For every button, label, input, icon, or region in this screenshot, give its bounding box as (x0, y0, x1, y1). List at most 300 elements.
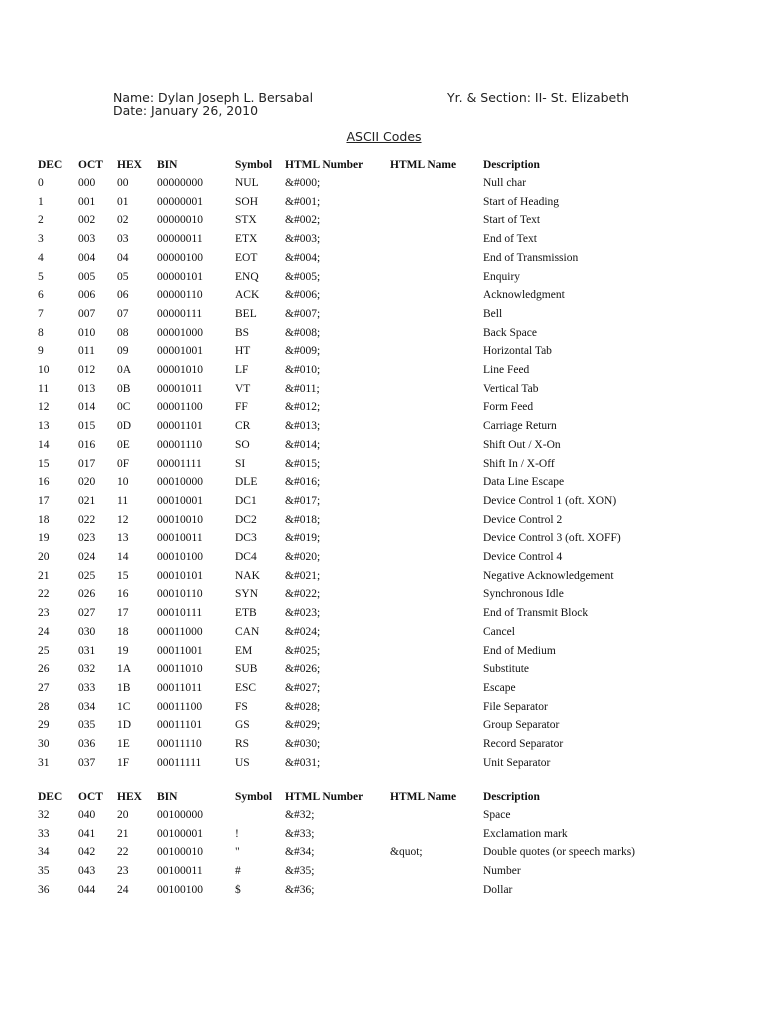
column-header-hex: HEX (117, 159, 142, 171)
cell-dec: 8 (38, 326, 44, 339)
cell-hex: 03 (117, 233, 129, 246)
cell-bin: 00011110 (157, 738, 202, 750)
cell-symbol: BS (235, 326, 250, 339)
cell-description: Number (483, 865, 521, 878)
column-header-dec: DEC (38, 791, 63, 803)
cell-dec: 15 (38, 457, 50, 470)
cell-symbol: CR (235, 420, 251, 433)
cell-html-number: &#023; (285, 607, 321, 620)
cell-hex: 1A (117, 663, 132, 676)
cell-bin: 00100010 (157, 846, 203, 859)
cell-oct: 004 (78, 251, 96, 264)
cell-description: Device Control 3 (oft. XOFF) (483, 532, 621, 545)
cell-html-number: &#021; (285, 569, 321, 582)
cell-description: Device Control 1 (oft. XON) (483, 494, 617, 507)
table-row (0, 495, 768, 513)
cell-bin: 00000001 (157, 195, 203, 208)
cell-oct: 041 (78, 827, 96, 840)
cell-dec: 35 (38, 865, 50, 878)
cell-description: Data Line Escape (483, 476, 565, 489)
cell-dec: 36 (38, 883, 50, 896)
cell-description: Enquiry (483, 270, 521, 283)
cell-description: Exclamation mark (483, 827, 568, 840)
cell-dec: 32 (38, 809, 50, 821)
cell-oct: 031 (78, 644, 96, 657)
cell-html-number: &#026; (285, 663, 321, 676)
cell-oct: 011 (78, 345, 95, 358)
cell-bin: 00001011 (157, 382, 203, 395)
cell-symbol: VT (235, 382, 251, 395)
cell-bin: 00100011 (157, 865, 203, 878)
cell-html-number: &#000; (285, 177, 321, 189)
cell-bin: 00000111 (157, 307, 203, 320)
cell-html-number: &#024; (285, 625, 321, 638)
table-row (0, 551, 768, 569)
cell-bin: 00010110 (157, 588, 203, 601)
cell-oct: 017 (78, 457, 96, 470)
cell-html-number: &#33; (285, 827, 315, 840)
table-row (0, 626, 768, 644)
cell-symbol: HT (235, 345, 251, 358)
cell-dec: 14 (38, 438, 50, 451)
cell-hex: 19 (117, 644, 129, 657)
cell-bin: 00011001 (157, 644, 203, 657)
cell-oct: 010 (78, 326, 96, 339)
cell-hex: 0B (117, 382, 131, 395)
cell-symbol: SO (235, 438, 250, 451)
cell-description: Group Separator (483, 719, 560, 732)
table-row (0, 383, 768, 401)
column-header-html-number: HTML Number (285, 159, 364, 171)
cell-hex: 16 (117, 588, 129, 601)
cell-bin: 00011000 (157, 625, 203, 638)
cell-html-number: &#031; (285, 756, 321, 769)
cell-description: Shift Out / X-On (483, 438, 561, 451)
cell-dec: 13 (38, 420, 50, 433)
cell-description: Escape (483, 681, 516, 694)
cell-bin: 00000010 (157, 214, 203, 227)
cell-description: Device Control 4 (483, 551, 563, 563)
cell-dec: 3 (38, 233, 44, 246)
table-row (0, 809, 768, 827)
cell-symbol: RS (235, 738, 250, 750)
cell-description: Negative Acknowledgement (483, 569, 614, 582)
cell-dec: 34 (38, 846, 50, 859)
table-row (0, 327, 768, 345)
cell-symbol: NUL (235, 177, 259, 189)
cell-symbol: DC2 (235, 513, 257, 526)
cell-dec: 23 (38, 607, 50, 620)
column-header-dec: DEC (38, 159, 63, 171)
cell-hex: 1E (117, 738, 130, 750)
cell-symbol: ACK (235, 289, 260, 302)
column-header-html-name: HTML Name (390, 159, 457, 171)
cell-html-number: &#007; (285, 307, 321, 320)
cell-description: Null char (483, 177, 527, 189)
cell-html-number: &#022; (285, 588, 321, 601)
cell-bin: 00011011 (157, 681, 203, 694)
cell-oct: 023 (78, 532, 96, 545)
cell-html-number: &#006; (285, 289, 321, 302)
cell-oct: 013 (78, 382, 96, 395)
cell-symbol: $ (235, 883, 241, 896)
cell-hex: 08 (117, 326, 129, 339)
cell-html-number: &#020; (285, 551, 321, 563)
cell-hex: 24 (117, 883, 129, 896)
cell-bin: 00010011 (157, 532, 203, 545)
table-row (0, 177, 768, 195)
cell-html-name: &quot; (390, 846, 423, 859)
cell-hex: 21 (117, 827, 129, 840)
cell-dec: 28 (38, 700, 50, 713)
cell-oct: 036 (78, 738, 96, 750)
cell-symbol: DC4 (235, 551, 257, 563)
cell-symbol: ! (235, 827, 239, 840)
cell-symbol: SOH (235, 195, 259, 208)
cell-oct: 021 (78, 494, 96, 507)
cell-hex: 02 (117, 214, 129, 227)
cell-description: Unit Separator (483, 756, 551, 769)
cell-oct: 034 (78, 700, 96, 713)
cell-hex: 1D (117, 719, 132, 732)
cell-hex: 07 (117, 307, 129, 320)
cell-html-number: &#010; (285, 364, 321, 376)
table-row (0, 645, 768, 663)
cell-symbol: STX (235, 214, 257, 227)
cell-bin: 00011100 (157, 700, 203, 713)
cell-bin: 00011010 (157, 663, 203, 676)
cell-description: Cancel (483, 625, 515, 638)
cell-hex: 22 (117, 846, 129, 859)
cell-hex: 17 (117, 607, 129, 620)
cell-description: Synchronous Idle (483, 588, 564, 601)
cell-oct: 035 (78, 719, 96, 732)
cell-description: Form Feed (483, 401, 534, 414)
cell-description: Dollar (483, 883, 513, 896)
cell-html-number: &#018; (285, 513, 321, 526)
cell-hex: 05 (117, 270, 129, 283)
table-row (0, 458, 768, 476)
table-row (0, 570, 768, 588)
cell-symbol: LF (235, 364, 249, 376)
cell-bin: 00010010 (157, 513, 203, 526)
column-header-bin: BIN (157, 159, 178, 171)
cell-hex: 01 (117, 195, 129, 208)
cell-oct: 026 (78, 588, 96, 601)
cell-oct: 032 (78, 663, 96, 676)
cell-dec: 5 (38, 270, 44, 283)
cell-dec: 10 (38, 364, 50, 376)
cell-html-number: &#36; (285, 883, 315, 896)
cell-oct: 005 (78, 270, 96, 283)
cell-symbol: ENQ (235, 270, 259, 283)
column-header-description: Description (483, 791, 540, 803)
cell-bin: 00010100 (157, 551, 203, 563)
cell-description: Start of Text (483, 214, 541, 227)
cell-description: File Separator (483, 700, 548, 713)
table-row (0, 719, 768, 737)
cell-hex: 13 (117, 532, 129, 545)
table-row (0, 682, 768, 700)
cell-html-number: &#014; (285, 438, 321, 451)
column-header-symbol: Symbol (235, 159, 273, 171)
cell-dec: 19 (38, 532, 50, 545)
table-row (0, 738, 768, 756)
cell-bin: 00010001 (157, 494, 203, 507)
table-row (0, 865, 768, 883)
cell-html-number: &#025; (285, 644, 321, 657)
cell-bin: 00000011 (157, 233, 203, 246)
cell-oct: 037 (78, 756, 96, 769)
cell-dec: 7 (38, 307, 44, 320)
cell-oct: 033 (78, 681, 96, 694)
year-section: Yr. & Section: II- St. Elizabeth (447, 90, 630, 105)
cell-hex: 20 (117, 809, 129, 821)
table-row (0, 757, 768, 775)
table-row (0, 701, 768, 719)
table-row (0, 588, 768, 606)
cell-hex: 18 (117, 625, 129, 638)
table-row (0, 884, 768, 902)
cell-symbol: GS (235, 719, 250, 732)
cell-description: Back Space (483, 326, 537, 339)
cell-symbol: # (235, 865, 241, 878)
document-date: Date: January 26, 2010 (113, 103, 259, 118)
cell-oct: 042 (78, 846, 96, 859)
cell-symbol: EOT (235, 251, 258, 264)
cell-oct: 027 (78, 607, 96, 620)
cell-bin: 00011101 (157, 719, 203, 732)
cell-description: Device Control 2 (483, 513, 563, 526)
cell-hex: 0A (117, 364, 132, 376)
cell-dec: 0 (38, 177, 44, 189)
cell-html-number: &#012; (285, 401, 321, 414)
cell-description: Record Separator (483, 738, 564, 750)
cell-bin: 00001000 (157, 326, 203, 339)
cell-symbol: DC1 (235, 494, 257, 507)
table-row (0, 828, 768, 846)
cell-hex: 1C (117, 700, 131, 713)
cell-description: Horizontal Tab (483, 345, 552, 358)
cell-bin: 00011111 (157, 756, 202, 769)
cell-bin: 00010111 (157, 607, 203, 620)
cell-description: Carriage Return (483, 420, 557, 433)
cell-description: End of Transmit Block (483, 607, 589, 620)
cell-html-number: &#009; (285, 345, 321, 358)
cell-hex: 0E (117, 438, 130, 451)
cell-bin: 00100000 (157, 809, 203, 821)
cell-oct: 016 (78, 438, 96, 451)
table-row (0, 514, 768, 532)
cell-html-number: &#004; (285, 251, 321, 264)
cell-html-number: &#030; (285, 738, 321, 750)
cell-oct: 001 (78, 195, 96, 208)
cell-hex: 00 (117, 177, 129, 189)
cell-hex: 1B (117, 681, 131, 694)
cell-html-number: &#028; (285, 700, 321, 713)
column-header-symbol: Symbol (235, 791, 273, 803)
cell-dec: 26 (38, 663, 50, 676)
cell-hex: 1F (117, 756, 130, 769)
cell-symbol: " (235, 846, 240, 859)
cell-symbol: SUB (235, 663, 258, 676)
table-row (0, 233, 768, 251)
cell-oct: 007 (78, 307, 96, 320)
cell-bin: 00100001 (157, 827, 203, 840)
student-name: Name: Dylan Joseph L. Bersabal (113, 90, 314, 105)
column-header-bin: BIN (157, 791, 178, 803)
table-row (0, 663, 768, 681)
cell-dec: 6 (38, 289, 44, 302)
cell-oct: 015 (78, 420, 96, 433)
cell-html-number: &#008; (285, 326, 321, 339)
cell-oct: 030 (78, 625, 96, 638)
cell-html-number: &#019; (285, 532, 321, 545)
cell-symbol: NAK (235, 569, 260, 582)
cell-html-number: &#029; (285, 719, 321, 732)
cell-dec: 17 (38, 494, 50, 507)
cell-html-number: &#017; (285, 494, 321, 507)
cell-symbol: US (235, 756, 250, 769)
cell-bin: 00000000 (157, 177, 203, 189)
cell-hex: 23 (117, 865, 129, 878)
cell-description: Vertical Tab (483, 382, 539, 395)
column-header-html-number: HTML Number (285, 791, 364, 803)
cell-symbol: FF (235, 401, 248, 414)
cell-oct: 020 (78, 476, 96, 489)
cell-bin: 00000100 (157, 251, 203, 264)
table-row (0, 476, 768, 494)
table-row (0, 532, 768, 550)
cell-html-number: &#002; (285, 214, 321, 227)
table-row (0, 289, 768, 307)
cell-hex: 0C (117, 401, 131, 414)
cell-description: Space (483, 809, 511, 821)
cell-description: Acknowledgment (483, 289, 565, 302)
cell-oct: 044 (78, 883, 96, 896)
cell-dec: 24 (38, 625, 50, 638)
table-row (0, 364, 768, 382)
cell-dec: 12 (38, 401, 50, 414)
column-header-hex: HEX (117, 791, 142, 803)
cell-dec: 1 (38, 195, 44, 208)
cell-dec: 11 (38, 382, 50, 395)
cell-dec: 4 (38, 251, 44, 264)
page-title (0, 129, 768, 144)
cell-dec: 31 (38, 756, 50, 769)
cell-hex: 0D (117, 420, 132, 433)
column-header-oct: OCT (78, 791, 103, 803)
cell-bin: 00001101 (157, 420, 203, 433)
cell-oct: 003 (78, 233, 96, 246)
cell-bin: 00010101 (157, 569, 203, 582)
page-title-text: ASCII Codes (346, 129, 422, 144)
cell-description: Bell (483, 307, 503, 320)
table-row (0, 607, 768, 625)
cell-symbol: ETX (235, 233, 258, 246)
table-row (0, 846, 768, 864)
cell-dec: 27 (38, 681, 50, 694)
cell-hex: 11 (117, 494, 129, 507)
cell-dec: 25 (38, 644, 50, 657)
cell-bin: 00001001 (157, 345, 203, 358)
cell-oct: 022 (78, 513, 96, 526)
cell-html-number: &#003; (285, 233, 321, 246)
cell-bin: 00001110 (157, 438, 203, 451)
cell-hex: 09 (117, 345, 129, 358)
cell-bin: 00001111 (157, 457, 202, 470)
table-row (0, 345, 768, 363)
cell-symbol: SI (235, 457, 246, 470)
cell-oct: 006 (78, 289, 96, 302)
column-header-description: Description (483, 159, 540, 171)
table-row (0, 196, 768, 214)
cell-oct: 040 (78, 809, 96, 821)
cell-html-number: &#001; (285, 195, 321, 208)
cell-oct: 002 (78, 214, 96, 227)
cell-oct: 025 (78, 569, 96, 582)
cell-oct: 024 (78, 551, 96, 563)
cell-symbol: DC3 (235, 532, 257, 545)
cell-html-number: &#015; (285, 457, 321, 470)
cell-html-number: &#35; (285, 865, 315, 878)
table-row (0, 308, 768, 326)
cell-hex: 04 (117, 251, 129, 264)
cell-symbol: BEL (235, 307, 257, 320)
cell-hex: 12 (117, 513, 129, 526)
cell-oct: 014 (78, 401, 96, 414)
cell-dec: 20 (38, 551, 50, 563)
cell-html-number: &#32; (285, 809, 315, 821)
cell-hex: 15 (117, 569, 129, 582)
cell-symbol: FS (235, 700, 248, 713)
cell-html-number: &#34; (285, 846, 315, 859)
table-row (0, 401, 768, 419)
cell-description: Shift In / X-Off (483, 457, 555, 470)
cell-html-number: &#013; (285, 420, 321, 433)
cell-html-number: &#005; (285, 270, 321, 283)
cell-oct: 043 (78, 865, 96, 878)
table-row (0, 271, 768, 289)
table-header-row (0, 791, 768, 809)
cell-html-number: &#016; (285, 476, 321, 489)
cell-symbol: SYN (235, 588, 259, 601)
cell-symbol: ESC (235, 681, 257, 694)
cell-dec: 2 (38, 214, 44, 227)
cell-oct: 000 (78, 177, 96, 189)
cell-dec: 9 (38, 345, 44, 358)
cell-hex: 0F (117, 457, 130, 470)
table-row (0, 420, 768, 438)
cell-description: End of Medium (483, 644, 556, 657)
cell-bin: 00001100 (157, 401, 203, 414)
cell-description: Start of Heading (483, 195, 560, 208)
cell-dec: 22 (38, 588, 50, 601)
cell-dec: 16 (38, 476, 50, 489)
cell-symbol: CAN (235, 625, 260, 638)
cell-description: End of Transmission (483, 251, 579, 264)
cell-symbol: ETB (235, 607, 257, 620)
cell-symbol: DLE (235, 476, 258, 489)
cell-html-number: &#027; (285, 681, 321, 694)
cell-oct: 012 (78, 364, 96, 376)
cell-bin: 00010000 (157, 476, 203, 489)
cell-bin: 00000110 (157, 289, 203, 302)
table-row (0, 214, 768, 232)
table-header-row (0, 159, 768, 177)
cell-symbol: EM (235, 644, 253, 657)
cell-dec: 29 (38, 719, 50, 732)
